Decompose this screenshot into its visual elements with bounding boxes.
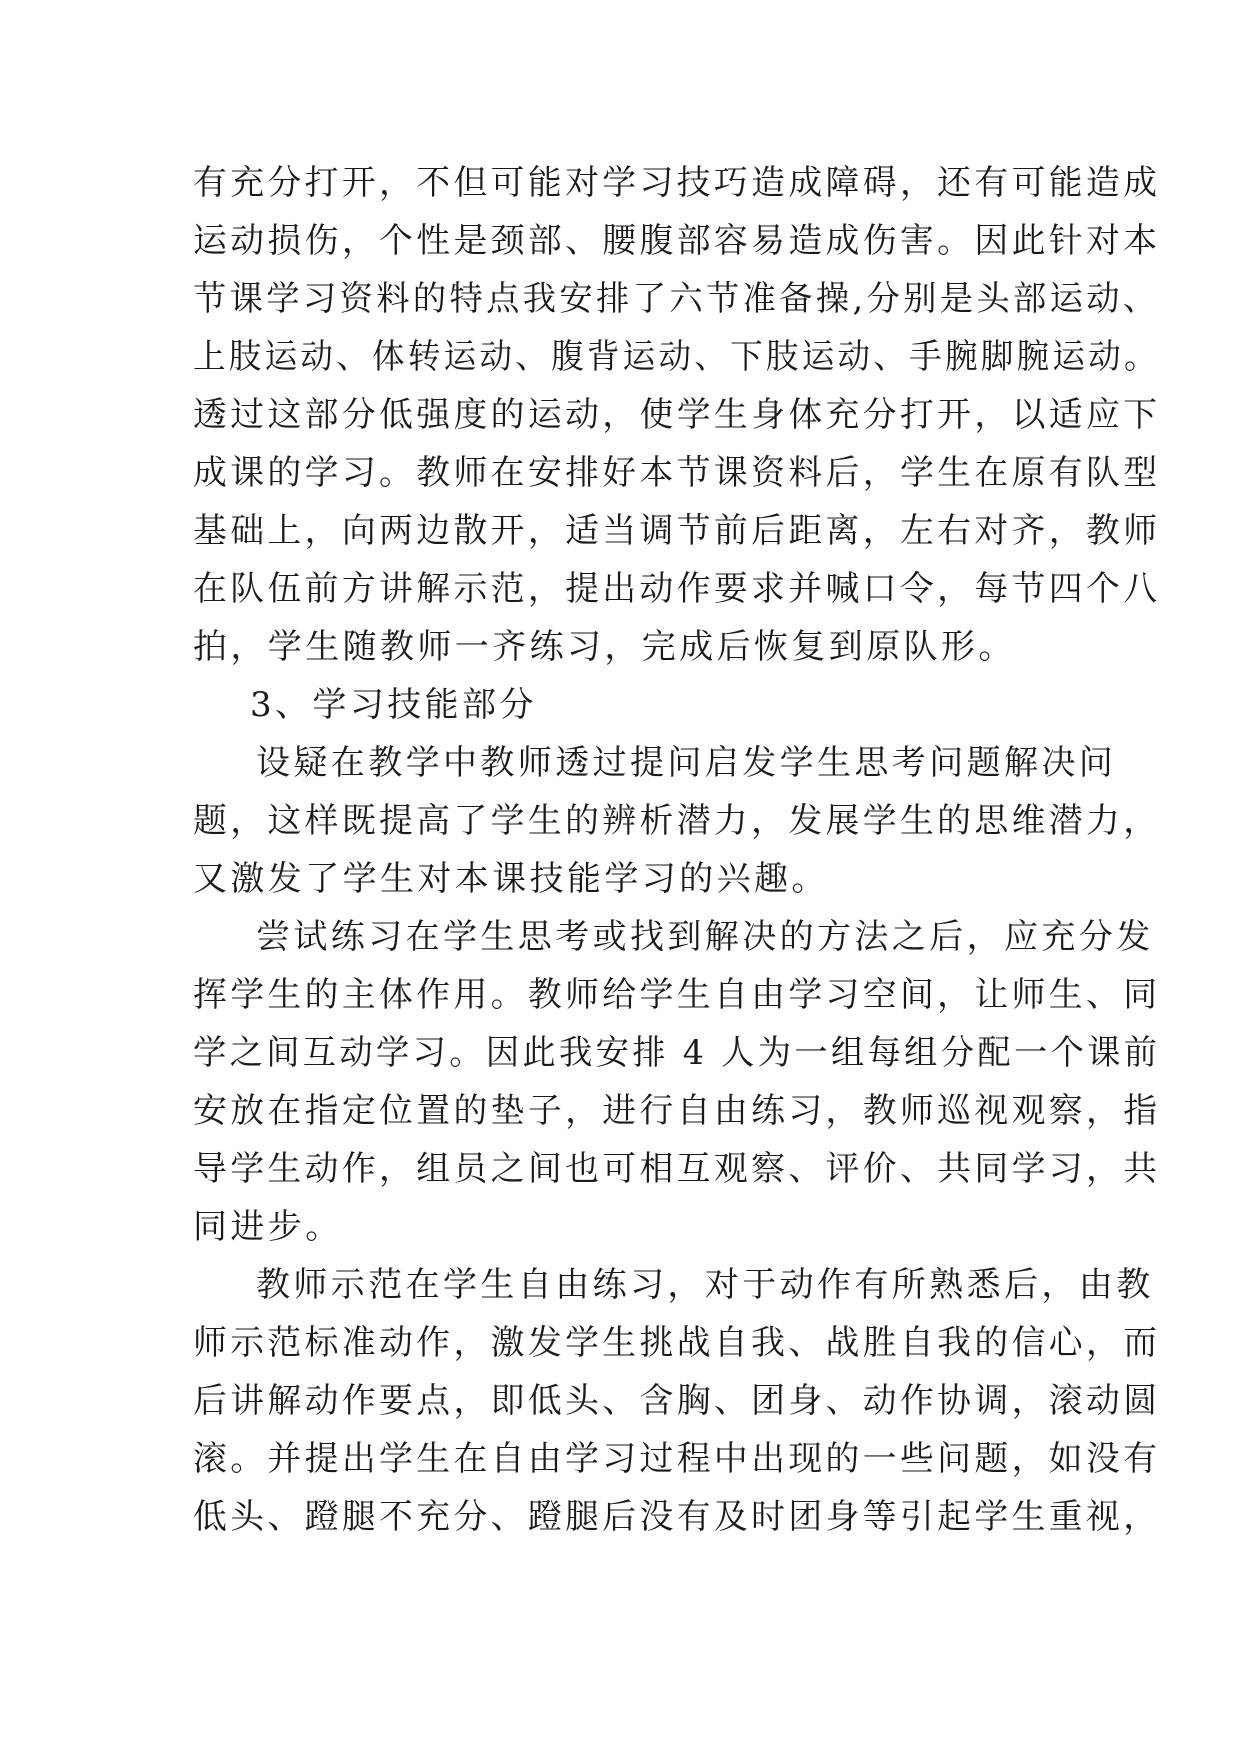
text-line: 安放在指定位置的垫子，进行自由练习，教师巡视观察，指	[193, 1091, 1161, 1131]
paragraph-first-line: 设疑在教学中教师透过提问启发学生思考问题解决问	[256, 743, 1117, 783]
section-heading: 3、学习技能部分	[250, 685, 537, 725]
text-line: 节课学习资料的特点我安排了六节准备操,分别是头部运动、	[193, 279, 1160, 319]
text-line: 拍，学生随教师一齐练习，完成后恢复到原队形。	[193, 627, 1016, 667]
text-line: 师示范标准动作，激发学生挑战自我、战胜自我的信心，而	[193, 1323, 1161, 1363]
text-line: 导学生动作，组员之间也可相互观察、评价、共同学习，共	[193, 1149, 1161, 1189]
text-line: 在队伍前方讲解示范，提出动作要求并喊口令，每节四个八	[193, 569, 1161, 609]
text-line: 运动损伤，个性是颈部、腰腹部容易造成伤害。因此针对本	[193, 221, 1161, 261]
text-line: 上肢运动、体转运动、腹背运动、下肢运动、手腕脚腕运动。	[193, 337, 1160, 377]
text-line: 低头、蹬腿不充分、蹬腿后没有及时团身等引起学生重视，	[193, 1497, 1161, 1537]
text-line: 挥学生的主体作用。教师给学生自由学习空间，让师生、同	[193, 975, 1161, 1015]
text-line: 成课的学习。教师在安排好本节课资料后，学生在原有队型	[193, 453, 1161, 493]
paragraph-first-line: 教师示范在学生自由练习，对于动作有所熟悉后，由教	[256, 1265, 1154, 1305]
text-line: 学之间互动学习。因此我安排 4 人为一组每组分配一个课前	[193, 1033, 1161, 1073]
text-line: 有充分打开，不但可能对学习技巧造成障碍，还有可能造成	[193, 163, 1161, 203]
text-line: 透过这部分低强度的运动，使学生身体充分打开，以适应下	[193, 395, 1161, 435]
text-line: 后讲解动作要点，即低头、含胸、团身、动作协调，滚动圆	[193, 1381, 1161, 1421]
text-line: 基础上，向两边散开，适当调节前后距离，左右对齐，教师	[193, 511, 1161, 551]
text-line: 同进步。	[193, 1207, 343, 1247]
paragraph-first-line: 尝试练习在学生思考或找到解决的方法之后，应充分发	[256, 917, 1154, 957]
text-line: 又激发了学生对本课技能学习的兴趣。	[193, 859, 829, 899]
text-line: 滚。并提出学生在自由学习过程中出现的一些问题，如没有	[193, 1439, 1161, 1479]
text-line: 题，这样既提高了学生的辨析潜力，发展学生的思维潜力，	[193, 801, 1161, 841]
